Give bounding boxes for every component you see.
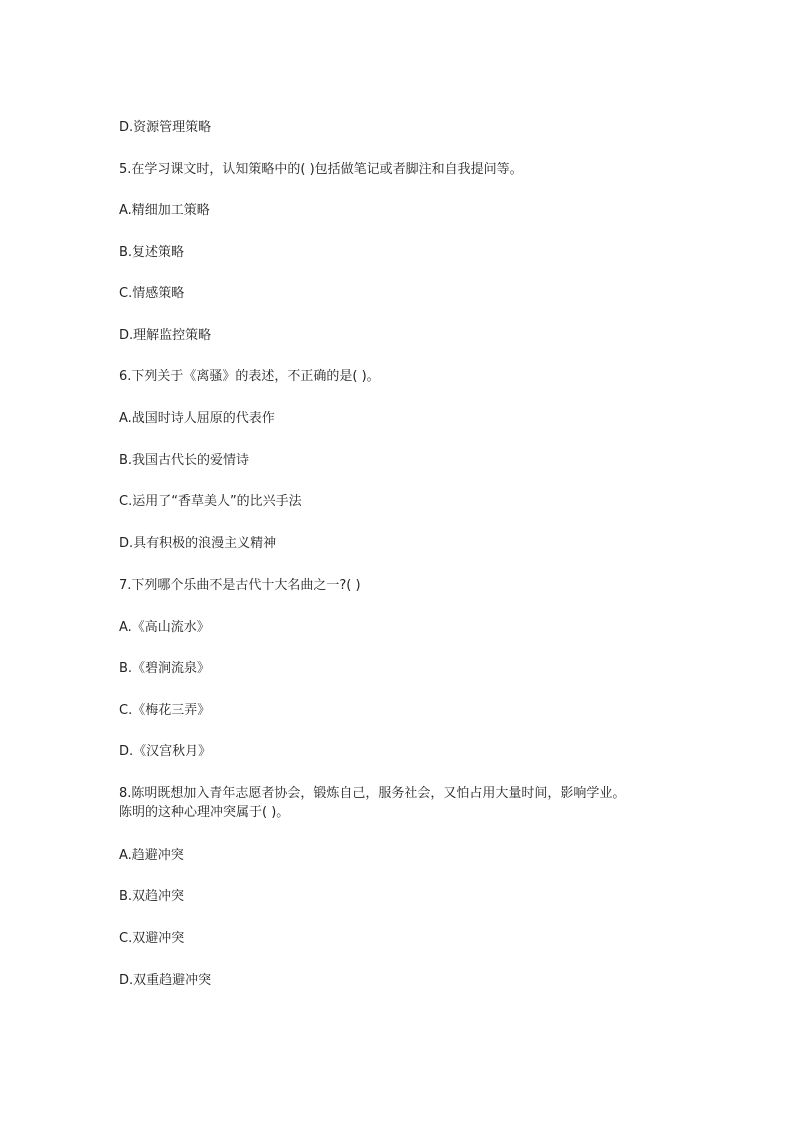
question-6: 6.下列关于《离骚》的表述，不正确的是( )。 xyxy=(119,369,380,384)
question-5-option-d: D.理解监控策略 xyxy=(119,328,212,343)
question-8-option-b: B.双趋冲突 xyxy=(119,889,185,904)
option-d-previous: D.资源管理策略 xyxy=(119,120,212,135)
question-6-option-d: D.具有积极的浪漫主义精神 xyxy=(119,536,277,551)
question-8-line-1: 8.陈明既想加入青年志愿者协会，锻炼自己，服务社会，又怕占用大量时间，影响学业。 xyxy=(119,786,626,801)
question-7-option-a: A.《高山流水》 xyxy=(119,620,210,635)
question-8-option-c: C.双避冲突 xyxy=(119,931,185,946)
question-5-option-b: B.复述策略 xyxy=(119,245,185,260)
question-5: 5.在学习课文时，认知策略中的( )包括做笔记或者脚注和自我提问等。 xyxy=(119,162,523,177)
question-8-line-2: 陈明的这种心理冲突属于( )。 xyxy=(119,805,290,820)
question-6-option-a: A.战国时诗人屈原的代表作 xyxy=(119,411,275,426)
question-8-option-a: A.趋避冲突 xyxy=(119,848,184,863)
question-8-option-d: D.双重趋避冲突 xyxy=(119,973,212,988)
question-5-option-a: A.精细加工策略 xyxy=(119,203,210,218)
question-7: 7.下列哪个乐曲不是古代十大名曲之一?( ) xyxy=(119,578,361,593)
question-7-option-d: D.《汉宫秋月》 xyxy=(119,744,212,759)
question-5-option-c: C.情感策略 xyxy=(119,286,185,301)
question-7-option-b: B.《碧涧流泉》 xyxy=(119,661,211,676)
question-7-option-c: C.《梅花三弄》 xyxy=(119,703,211,718)
question-6-option-b: B.我国古代长的爱情诗 xyxy=(119,453,250,468)
question-6-option-c: C.运用了“香草美人”的比兴手法 xyxy=(119,494,302,509)
